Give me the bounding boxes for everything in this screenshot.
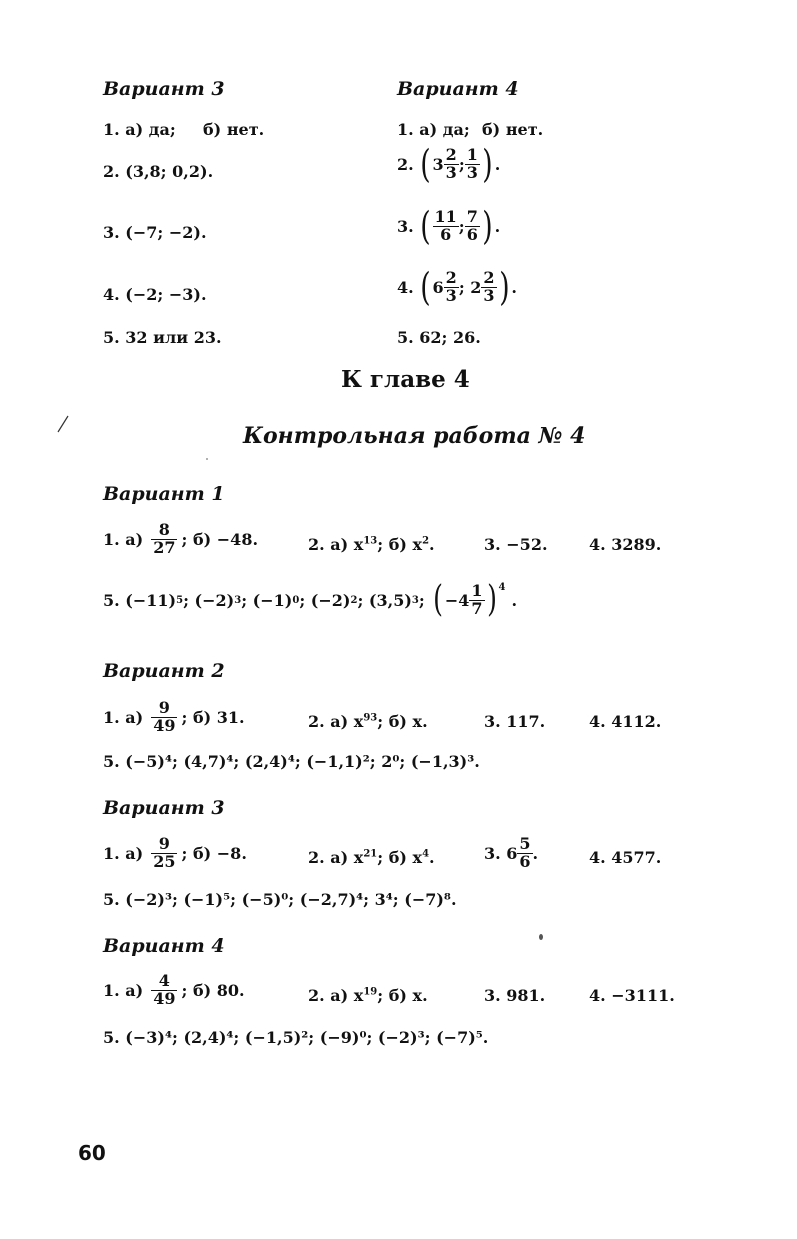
item-2b: ; б) x. (377, 712, 428, 731)
mixed-whole: 3 (432, 154, 444, 174)
top-v3-answer-4: 4. (−2; −3). (103, 285, 207, 304)
variant1-line2 (103, 579, 518, 620)
left-paren: ( (432, 579, 443, 620)
variant1-item2: 2. а) $x^{13}$; б) $x^2$. (308, 535, 435, 554)
item-5-part: ; (−2) (183, 590, 235, 610)
exponent: 13 (363, 535, 378, 547)
variant3-title: Вариант 3 (103, 797, 225, 819)
separator: ; 2 (458, 277, 482, 297)
denominator: 7 (471, 598, 483, 618)
test-heading: Контрольная работа № 4 (243, 423, 586, 449)
item-2-label: 2. а) x (308, 848, 364, 867)
denominator: 3 (483, 285, 495, 305)
top-v4-answer-4 (397, 265, 517, 309)
period: . (511, 590, 518, 610)
top-v3-answer-1a: 1. а) да; (103, 120, 176, 139)
item-1a-label: 1. а) (103, 529, 144, 549)
exponent: 2 (422, 535, 430, 547)
variant4-line1 (103, 973, 245, 1008)
exponent: 2 (350, 594, 358, 606)
numerator: 1 (471, 580, 483, 600)
top-variant3-title: Вариант 3 (103, 78, 225, 100)
variant4-item4: 4. −3111. (589, 986, 675, 1005)
fraction (151, 836, 177, 871)
period: . (511, 277, 517, 297)
variant4-line2: 5. (−3)⁴; (2,4)⁴; (−1,5)²; (−9)⁰; (−2)³; (−7)⁵. (103, 1028, 489, 1047)
variant2-line2: 5. (−5)⁴; (4,7)⁴; (2,4)⁴; (−1,1)²; 2⁰; (−1,3)³. (103, 752, 480, 771)
denominator: 3 (466, 162, 478, 182)
exponent: 93 (363, 712, 378, 724)
denominator: 49 (153, 988, 176, 1008)
numerator: 5 (519, 834, 531, 853)
exponent: 5 (176, 594, 184, 606)
numerator: 9 (151, 700, 177, 718)
variant4-title: Вариант 4 (103, 935, 225, 957)
variant2-item3: 3. 117. (484, 712, 546, 731)
exponent: 21 (363, 848, 378, 860)
item-1b: ; б) 80. (181, 980, 245, 1000)
answer-number: 2. (397, 154, 414, 174)
top-v4-answer-5: 5. 62; 26. (397, 328, 481, 347)
numerator: 2 (445, 144, 457, 164)
top-v3-answer-3: 3. (−7; −2). (103, 223, 207, 242)
exponent: 19 (363, 986, 378, 998)
exponent: 0 (292, 594, 300, 606)
denominator: 3 (445, 285, 457, 305)
exponent: 4 (422, 848, 430, 860)
separator: ; (458, 216, 465, 236)
right-paren: ) (482, 142, 493, 186)
page-number: 60 (78, 1141, 106, 1165)
top-v3-answer-2: 2. (3,8; 0,2). (103, 162, 214, 181)
top-v4-answer-1b: б) нет. (482, 120, 544, 139)
item-2-label: 2. а) x (308, 535, 364, 554)
top-variant4-title: Вариант 4 (397, 78, 519, 100)
variant1-title: Вариант 1 (103, 483, 225, 505)
answer-number: 4. (397, 277, 414, 297)
fraction (481, 267, 496, 305)
period: . (532, 843, 539, 863)
exponent: 4 (498, 582, 506, 593)
separator: ; (458, 154, 465, 174)
period: . (429, 848, 435, 867)
fraction (469, 580, 484, 618)
item-5-part: ; (−2) (299, 590, 351, 610)
item-2b: ; б) x (377, 848, 423, 867)
numerator: 2 (445, 267, 457, 287)
denominator: 49 (153, 715, 176, 735)
mixed-whole: −4 (444, 590, 470, 610)
fraction (465, 144, 480, 182)
variant2-title: Вариант 2 (103, 660, 225, 682)
exponent: 3 (411, 594, 419, 606)
variant3-line1 (103, 836, 247, 871)
variant2-item4: 4. 4112. (589, 712, 662, 731)
right-paren: ) (498, 265, 510, 309)
denominator: 6 (440, 224, 452, 244)
variant3-item2 (308, 848, 435, 867)
item-1a-label: 1. а) (103, 843, 144, 863)
item-1b: ; б) −8. (181, 843, 247, 863)
item-2-label: 2. а) x (308, 986, 364, 1005)
scan-speck (539, 934, 543, 940)
variant3-line2: 5. (−2)³; (−1)⁵; (−5)⁰; (−2,7)⁴; 3⁴; (−7)⁸. (103, 890, 457, 909)
top-v3-answer-1b: б) нет. (203, 120, 265, 139)
left-paren: ( (419, 142, 431, 186)
right-paren: ) (482, 204, 493, 248)
numerator: 4 (151, 973, 177, 991)
item-1a-label: 1. а) (103, 980, 144, 1000)
top-v4-answer-2 (397, 142, 501, 186)
denominator: 6 (519, 851, 531, 871)
item-2b: ; б) x. (377, 986, 428, 1005)
item-2b: ; б) x (377, 535, 423, 554)
fraction (151, 700, 177, 735)
variant3-item4: 4. 4577. (589, 848, 662, 867)
fraction (444, 144, 459, 182)
variant1-item3: 3. −52. (484, 535, 548, 554)
variant1-line1 (103, 522, 258, 557)
fraction (465, 206, 480, 244)
variant4-item2 (308, 986, 428, 1005)
top-v4-answer-1a: 1. а) да; (397, 120, 470, 139)
item-1a-label: 1. а) (103, 707, 144, 727)
fraction (444, 267, 459, 305)
scan-speck (206, 458, 208, 460)
variant2-line1 (103, 700, 245, 735)
fraction (151, 973, 177, 1008)
item-5-part: ; (−1) (241, 590, 293, 610)
variant2-item2 (308, 712, 428, 731)
item-5-part: ; (3,5) (357, 590, 412, 610)
top-v4-answer-3 (397, 204, 501, 248)
mixed-whole: 6 (432, 277, 444, 297)
fraction (151, 522, 177, 557)
numerator: 11 (434, 206, 457, 226)
item-3-label: 3. 6 (484, 843, 518, 863)
numerator: 1 (466, 144, 478, 164)
denominator: 3 (445, 162, 457, 182)
fraction (433, 206, 459, 244)
left-paren: ( (419, 265, 431, 309)
item-5-part: 5. (−11) (103, 590, 177, 610)
item-5-part: ; (418, 590, 425, 610)
left-paren: ( (419, 204, 431, 248)
period: . (494, 216, 501, 236)
denominator: 25 (153, 851, 176, 871)
fraction (517, 836, 532, 871)
exponent: 3 (234, 594, 242, 606)
item-1b: ; б) −48. (181, 529, 259, 549)
numerator: 2 (483, 267, 495, 287)
variant1-item4: 4. 3289. (589, 535, 662, 554)
answer-number: 3. (397, 216, 414, 236)
variant3-item3 (484, 836, 538, 871)
numerator: 8 (151, 522, 177, 540)
right-paren: ) (486, 579, 497, 620)
denominator: 27 (153, 537, 176, 557)
numerator: 7 (466, 206, 478, 226)
period: . (494, 154, 501, 174)
item-1b: ; б) 31. (181, 707, 245, 727)
item-2-label: 2. а) x (308, 712, 364, 731)
pen-stroke-mark (56, 414, 70, 434)
numerator: 9 (151, 836, 177, 854)
variant4-item3: 3. 981. (484, 986, 546, 1005)
chapter-heading: К главе 4 (341, 366, 470, 393)
top-v3-answer-5: 5. 32 или 23. (103, 328, 222, 347)
denominator: 6 (466, 224, 478, 244)
